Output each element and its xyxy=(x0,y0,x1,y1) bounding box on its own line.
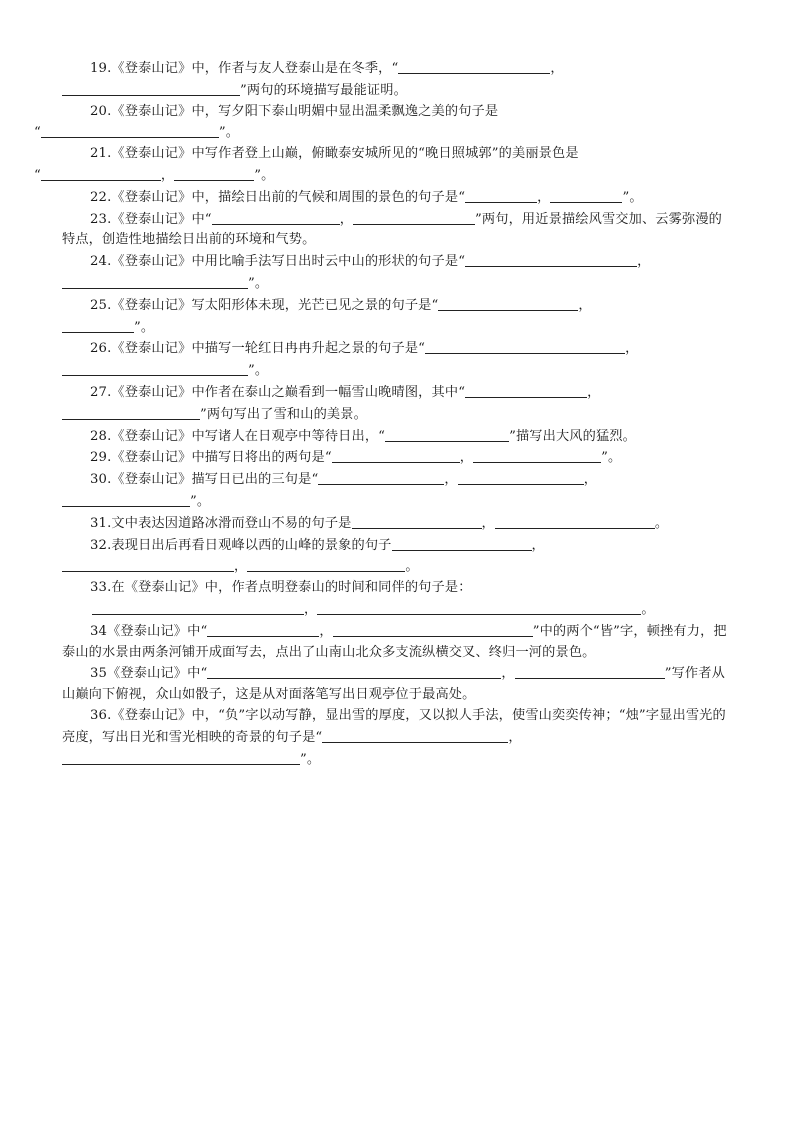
question-text: 。 xyxy=(654,515,669,531)
question-text: “ xyxy=(34,125,41,141)
question-text: 。 xyxy=(405,559,419,575)
question-text: ， xyxy=(160,167,175,183)
question-text: ， xyxy=(578,297,592,313)
question-text: ”。 xyxy=(190,493,211,509)
answer-blank[interactable] xyxy=(352,513,482,529)
question-23 xyxy=(62,209,732,252)
question-text: 35《登泰山记》中“ xyxy=(90,666,208,682)
question-text: ， xyxy=(583,472,598,488)
answer-blank[interactable] xyxy=(212,209,340,225)
question-35 xyxy=(62,663,732,706)
answer-blank[interactable] xyxy=(333,621,533,637)
question-text: ”中的两个“皆”字，顿挫有力，把泰山的水景由两条河铺开成面写去，点出了山南山北众多支流纵横交叉、终归一河的景色。 xyxy=(62,623,727,660)
question-text: 。 xyxy=(641,601,655,617)
answer-blank[interactable] xyxy=(62,556,234,572)
answer-blank[interactable] xyxy=(550,187,622,203)
answer-blank[interactable] xyxy=(318,469,444,485)
answer-blank[interactable] xyxy=(62,404,200,420)
question-29 xyxy=(62,447,732,469)
question-36 xyxy=(62,706,732,770)
question-text: ， xyxy=(637,254,651,270)
question-text: ， xyxy=(625,341,639,357)
worksheet-page xyxy=(34,58,732,770)
question-text: 20.《登泰山记》中，写夕阳下泰山明媚中显出温柔飘逸之美的句子是 xyxy=(90,103,499,119)
question-text: ， xyxy=(550,61,564,76)
answer-blank[interactable] xyxy=(62,273,248,289)
question-text: ， xyxy=(339,211,354,227)
question-28 xyxy=(62,426,732,448)
question-text: 19.《登泰山记》中，作者与友人登泰山是在冬季，“ xyxy=(90,61,399,76)
answer-blank[interactable] xyxy=(317,599,641,615)
question-text: ， xyxy=(319,623,333,639)
question-text: ”。 xyxy=(622,189,643,205)
question-text: ”。 xyxy=(134,319,155,335)
question-text: 24.《登泰山记》中用比喻手法写日出时云中山的形状的句子是“ xyxy=(90,254,466,270)
answer-blank[interactable] xyxy=(495,513,655,529)
answer-blank[interactable] xyxy=(62,749,300,765)
answer-blank[interactable] xyxy=(41,122,219,138)
question-text: ”两句写出了雪和山的美景。 xyxy=(200,406,367,422)
question-22 xyxy=(62,187,732,209)
answer-blank[interactable] xyxy=(392,535,532,551)
question-text: ， xyxy=(587,384,601,400)
question-text: 23.《登泰山记》中“ xyxy=(90,211,212,227)
question-text: ”。 xyxy=(248,363,269,379)
question-26 xyxy=(62,338,732,382)
question-text: ”。 xyxy=(601,450,622,466)
question-text: 26.《登泰山记》中描写一轮红日冉冉升起之景的句子是“ xyxy=(90,341,426,357)
question-text: 33.在《登泰山记》中，作者点明登泰山的时间和同伴的句子是： xyxy=(90,580,472,596)
answer-blank[interactable] xyxy=(62,80,240,96)
question-text: ， xyxy=(501,666,515,682)
answer-blank[interactable] xyxy=(465,187,537,203)
answer-blank[interactable] xyxy=(385,426,509,442)
question-text: ”。 xyxy=(300,751,321,767)
question-text: 27.《登泰山记》中作者在泰山之巅看到一幅雪山晚晴图，其中“ xyxy=(90,384,466,400)
question-text: ， xyxy=(459,450,474,466)
answer-blank[interactable] xyxy=(473,447,601,463)
question-text: “ xyxy=(34,167,41,183)
answer-blank[interactable] xyxy=(62,360,248,376)
question-text: ”。 xyxy=(218,125,240,141)
question-text: ， xyxy=(481,515,495,531)
answer-blank[interactable] xyxy=(41,165,161,181)
answer-blank[interactable] xyxy=(174,165,254,181)
answer-blank[interactable] xyxy=(353,209,475,225)
question-text: ”。 xyxy=(254,167,275,183)
question-text: 36.《登泰山记》中，“负”字以动写静，显出雪的厚度，又以拟人手法，使雪山奕奕传神；“烛”字显出雪光的亮度，写出日光和雪光相映的奇景的句子是“ xyxy=(62,707,726,745)
question-text: ”。 xyxy=(248,275,269,291)
question-text: 21.《登泰山记》中写作者登上山巅，俯瞰泰安城所见的“晚日照城郭”的美丽景色是 xyxy=(90,146,579,162)
answer-blank[interactable] xyxy=(207,663,501,679)
answer-blank[interactable] xyxy=(438,295,578,311)
question-30 xyxy=(62,469,732,513)
question-20 xyxy=(34,102,732,145)
answer-blank[interactable] xyxy=(92,599,304,615)
question-text: 28.《登泰山记》中写诸人在日观亭中等待日出，“ xyxy=(90,428,386,444)
question-25 xyxy=(62,295,732,339)
answer-blank[interactable] xyxy=(62,491,190,507)
answer-blank[interactable] xyxy=(207,621,319,637)
question-text: ”两句的环境描写最能证明。 xyxy=(240,82,407,98)
question-27 xyxy=(62,382,732,426)
question-19 xyxy=(62,58,732,102)
answer-blank[interactable] xyxy=(398,58,550,74)
question-text: 32.表现日出后再看日观峰以西的山峰的景象的句子 xyxy=(90,537,392,553)
question-text: ， xyxy=(537,189,551,205)
question-text: 22.《登泰山记》中，描绘日出前的气候和周围的景色的句子是“ xyxy=(90,189,466,205)
answer-blank[interactable] xyxy=(62,317,134,333)
answer-blank[interactable] xyxy=(458,469,584,485)
question-text: 31.文中表达因道路冰滑而登山不易的句子是 xyxy=(90,515,352,531)
question-24 xyxy=(62,251,732,295)
question-text: ， xyxy=(444,472,458,488)
question-text: 30.《登泰山记》描写日已出的三句是“ xyxy=(90,472,319,488)
answer-blank[interactable] xyxy=(515,663,665,679)
question-text: ， xyxy=(234,559,248,575)
question-text: ， xyxy=(531,537,545,553)
answer-blank[interactable] xyxy=(322,727,508,743)
question-text: ， xyxy=(508,729,522,745)
question-text: ”两句，用近景描绘风雪交加、云雾弥漫的特点，创造性地描绘日出前的环境和气势。 xyxy=(62,211,722,248)
question-text: ”描写出大风的猛烈。 xyxy=(509,428,636,444)
question-text: ， xyxy=(304,601,318,617)
question-33 xyxy=(62,578,732,621)
question-text: 29.《登泰山记》中描写日将出的两句是“ xyxy=(90,450,332,466)
answer-blank[interactable] xyxy=(465,251,637,267)
answer-blank[interactable] xyxy=(465,382,587,398)
question-21 xyxy=(34,144,732,187)
answer-blank[interactable] xyxy=(247,556,405,572)
question-32 xyxy=(62,535,732,579)
question-31 xyxy=(62,513,732,535)
answer-blank[interactable] xyxy=(332,447,460,463)
question-text: ”写作者从山巅向下俯视，众山如骰子，这是从对面落笔写出日观亭位于最高处。 xyxy=(62,666,725,703)
question-text: 34《登泰山记》中“ xyxy=(90,623,208,639)
question-text: 25.《登泰山记》写太阳形体未现，光芒已见之景的句子是“ xyxy=(90,297,439,313)
answer-blank[interactable] xyxy=(425,338,625,354)
question-34 xyxy=(62,621,732,664)
